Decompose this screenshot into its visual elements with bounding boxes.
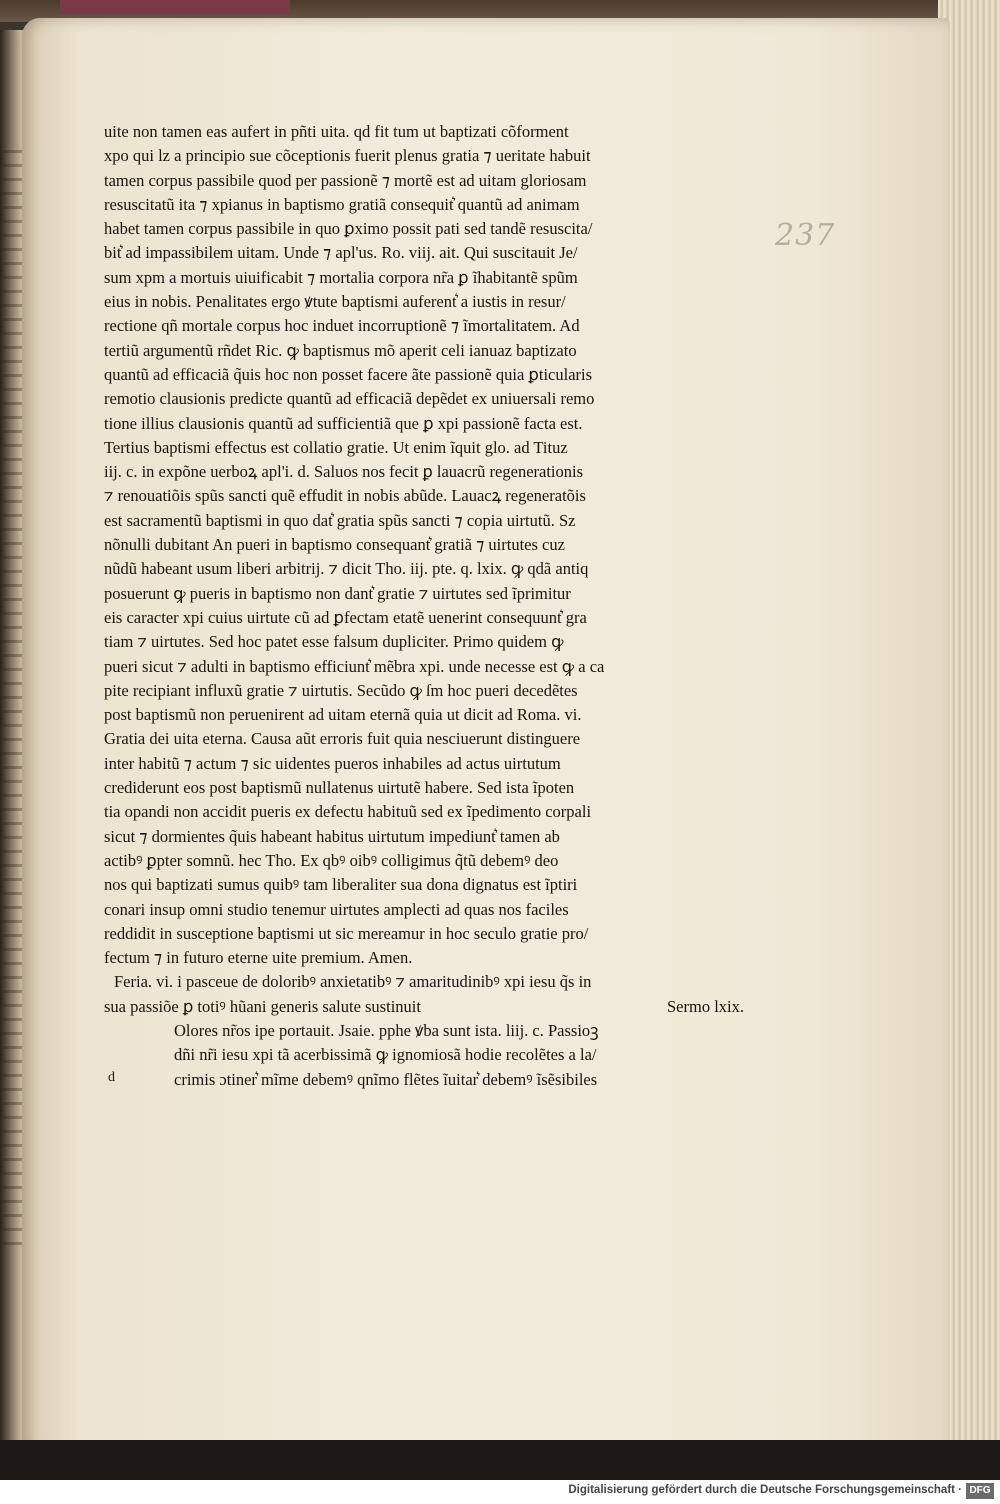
text-line: nũdũ habeant usum liberi arbitrij. ⁊ dicit Tho. iij. pte. q. lxix. ꝙ qdã antiq [104,559,589,579]
text-line: sicut ⁊ dormientes q̃uis habeant habitus uirtutum impediunt͛ tamen ab [104,826,560,846]
text-line: post baptismũ non peruenirent ad uitam eternã quia ut dicit ad Roma. vi. [104,705,582,725]
text-line: eis caracter xpi cuius uirtute cũ ad ꝑfectam etatẽ uenerint consequunt͛ gra [104,607,587,627]
text-line: uite non tamen eas aufert in pñti uita. qd fit tum ut baptizati cõforment [104,122,569,141]
text-line: habet tamen corpus passibile in quo ꝑximo possit pati sed tandẽ resuscita/ [104,219,593,239]
dfg-logo-icon: DFG [966,1483,994,1499]
footer-bar [0,1480,1000,1504]
text-line: Tertius baptismi effectus est collatio gratie. Ut enim ĩquit glo. ad Tituz [104,437,568,457]
bookmark-ribbon [60,0,290,14]
funding-notice: Digitalisierung gefördert durch die Deutsche Forschungsgemeinschaft · [568,1484,962,1496]
text-line: actibꝰ ꝑpter somnũ. hec Tho. Ex qbꝰ oibꝰ colligimus q̃tũ debemꝰ deo [104,850,559,870]
text-line: xpo qui lz a principio sue cõceptionis fuerit plenus gratia ⁊ ueritate habuit [104,146,591,166]
text-line: bit͛ ad impassibilem uitam. Unde ⁊ apl'us. Ro. viij. ait. Qui suscitauit Je/ [104,243,578,263]
text-line: ⁊ renouatiõis spũs sancti quẽ effudit in nobis abũde. Lauacꝝ regeneratõis [104,486,586,506]
text-line: pueri sicut ⁊ adulti in baptismo efficiunt͛ mẽbra xpi. unde necesse est ꝙ a ca [104,656,605,676]
text-line: reddidit in susceptione baptismi ut sic mereamur in hoc seculo gratie pro/ [104,923,589,943]
text-line: sum xpm a mortuis uiuificabit ⁊ mortalia corpora nr̃a ꝑ ĩhabitantẽ spũm [104,267,578,287]
text-line: pite recipiant influxũ gratie ⁊ uirtutis. Secũdo ꝙ ſm hoc pueri decedẽtes [104,680,578,700]
sermon-opening-line: crimis ɔtiner͛ mĩme debemꝰ qnĩmo flẽtes ĩuitar͛ debemꝰ ĩsẽsibiles [174,1069,598,1089]
text-line: eius in nobis. Penalitates ergo ꝟtute baptismi auferent͛ a iustis in resur/ [104,292,566,312]
text-line: posuerunt ꝙ pueris in baptismo non dant͛ gratie ⁊ uirtutes sed ĩprimitur [104,583,571,603]
text-line: quantũ ad efficaciã q̃uis hoc non posset facere ãte passionẽ quia ꝑticularis [104,364,593,384]
text-line: tiam ⁊ uirtutes. Sed hoc patet esse falsum dupliciter. Primo quidem ꝙ [104,632,564,652]
folio-number: 237 [775,218,836,253]
text-line: remotio clausionis predicte quantũ ad efficaciã depẽdet ex uniuersali remo [104,389,595,409]
sermon-heading-line-1: Feria. vi. i pasceue de doloribꝰ anxietatibꝰ ⁊ amaritudinibꝰ xpi iesu q̃s in [114,972,592,992]
text-line: crediderunt eos post baptismũ nullatenus uirtutẽ habere. Sed ista ĩpoten [104,778,575,798]
main-text-block [104,120,744,1092]
text-line: nõnulli dubitant An pueri in baptismo consequant͛ gratiã ⁊ uirtutes cuz [104,535,565,555]
text-line: conari insup omni studio tenemur uirtutes amplecti ad quas nos faciles [104,899,569,919]
text-line: resuscitatũ ita ⁊ xpianus in baptismo gratiã consequit͛ quantũ ad animam [104,194,580,214]
text-line: inter habitũ ⁊ actum ⁊ sic uidentes pueros inhabiles ad actus uirtutum [104,753,561,773]
text-line: est sacramentũ baptismi in quo dat͛ gratia spũs sancti ⁊ copia uirtutũ. Sz [104,510,576,530]
sermon-number: Sermo lxix. [667,996,744,1016]
text-line: fectum ⁊ in futuro eterne uite premium. Amen. [104,948,413,968]
sermon-heading-rubric: sua passiõe ꝑ totiꝰ hũani generis salute sustinuit [104,996,421,1016]
text-line: iij. c. in expõne uerboꝝ apl'i. d. Saluos nos fecit ꝑ lauacrũ regenerationis [104,462,584,482]
text-line: tione illius clausionis quantũ ad sufficientiã que ꝑ xpi passionẽ facta est. [104,413,583,433]
sermon-opening-line: Olores nr̃os ipe portauit. Jsaie. pphe ꝟba sunt ista. liij. c. Passioꝫ [174,1020,599,1040]
text-line: Gratia dei uita eterna. Causa aũt erroris fuit quia nesciuerunt distinguere [104,729,581,749]
text-line: rectione qñ mortale corpus hoc induet incorruptionẽ ⁊ ĩmortalitatem. Ad [104,316,580,336]
sermon-heading-line-2 [104,995,744,1019]
text-line: nos qui baptizati sumus quibꝰ tam liberaliter sua dona dignatus est ĩptiri [104,875,578,895]
sermon-opening-line: dñi nr̃i iesu xpi tã acerbissimã ꝙ ignomiosã hodie recolẽtes a la/ [174,1045,597,1065]
text-line: tia opandi non accidit pueris ex defectu habituũ sed ex ĩpedimento corpali [104,802,592,822]
text-line: tamen corpus passibile quod per passionẽ ⁊ mortẽ est ad uitam gloriosam [104,170,587,190]
initial-letter-guide: d [108,1070,115,1085]
book-bottom-edge [0,1440,1000,1480]
text-line: tertiũ argumentũ rñdet Ric. ꝙ baptismus mõ aperit celi ianuaz baptizato [104,340,577,360]
